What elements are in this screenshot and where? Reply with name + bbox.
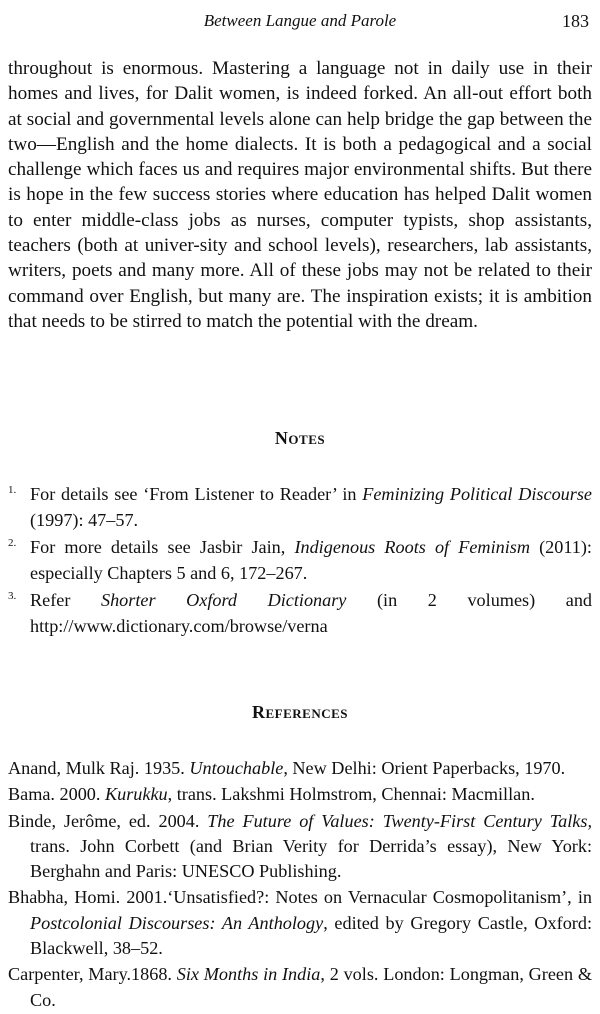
note-text: Refer: [30, 590, 101, 611]
note-text: For details see ‘From Listener to Reader’ in: [30, 484, 363, 504]
note-item: [8, 482, 592, 533]
reference-text: Binde, Jerôme, ed. 2004.: [8, 810, 208, 831]
note-item: [8, 535, 592, 586]
running-header: [0, 9, 600, 35]
running-title: Between Langue and Parole: [203, 11, 397, 30]
reference-item: [8, 756, 592, 781]
reference-title: Six Months in India: [176, 964, 321, 985]
note-text: For more details see Jasbir Jain,: [30, 537, 295, 558]
reference-text: Bhabha, Homi. 2001.‘Unsatisfied?: Notes on Vernacular Cosmopolitanism’, in: [8, 887, 592, 908]
reference-title: The Future of Values: Twenty-First Century Talks,: [207, 810, 592, 831]
note-number: 2.: [8, 537, 17, 550]
reference-text: , New Delhi: Orient Paperbacks, 1970.: [283, 758, 566, 778]
note-title: Indigenous Roots of Feminism: [294, 537, 530, 558]
reference-text: , trans. Lakshmi Holmstrom, Chennai: Macmillan.: [167, 784, 535, 805]
reference-title: Untouchable: [189, 758, 284, 778]
references-list: [8, 756, 592, 1014]
notes-heading: Notes: [274, 428, 326, 448]
reference-item: [8, 809, 592, 885]
reference-text: , edited by Gregory Castle, Oxford: Blackwell, 38–52.: [30, 912, 592, 959]
reference-title: Postcolonial Discourses: An Anthology: [30, 912, 324, 933]
note-text: (in 2 volumes) and http://www.dictionary.com/browse/verna: [30, 590, 593, 636]
note-item: [8, 588, 592, 639]
reference-text: Carpenter, Mary.1868.: [8, 964, 177, 985]
reference-text: Anand, Mulk Raj. 1935.: [8, 758, 190, 778]
reference-item: [8, 782, 592, 807]
reference-text: Bama. 2000.: [8, 784, 105, 805]
note-title: Shorter Oxford Dictionary: [100, 590, 347, 611]
note-number: 1.: [8, 484, 17, 496]
reference-text: trans. John Corbett (and Brian Verity for Derrida’s essay), New York: Berghahn and Paris: UNESCO Publishing.: [30, 835, 592, 882]
body-paragraph: throughout is enormous. Mastering a language not in daily use in their homes and lives, for Dalit women, is indeed forked. An all-out effort both at social and governmental levels alone can help bridge the gap between the two—English and the home dialects. It is both a pedagogical and a social challenge which faces us and requires major environmental shifts. But there is hope in the few success stories where education has helped Dalit women to enter middle-class jobs as nurses, computer typists, shop assistants, teachers (both at univer-sity and school levels), researchers, lab assistants, writers, poets and many more. All of these jobs may not be related to their command over English, but many are. The inspiration exists; it is ambition that needs to be stirred to match the potential with the dream.: [8, 58, 592, 332]
reference-item: [8, 885, 592, 961]
note-number: 3.: [8, 590, 17, 603]
note-text: (2011): especially Chapters 5 and 6, 172–267.: [30, 537, 592, 583]
reference-item: [8, 962, 592, 1013]
reference-text: , 2 vols. London: Longman, Green & Co.: [30, 964, 592, 1010]
note-text: (1997): 47–57.: [30, 509, 139, 530]
note-title: Feminizing Political Discourse: [362, 484, 592, 504]
references-heading: References: [251, 702, 349, 722]
page-number: 183: [562, 11, 589, 31]
reference-title: Kurukku: [105, 784, 168, 805]
notes-list: [8, 482, 592, 642]
